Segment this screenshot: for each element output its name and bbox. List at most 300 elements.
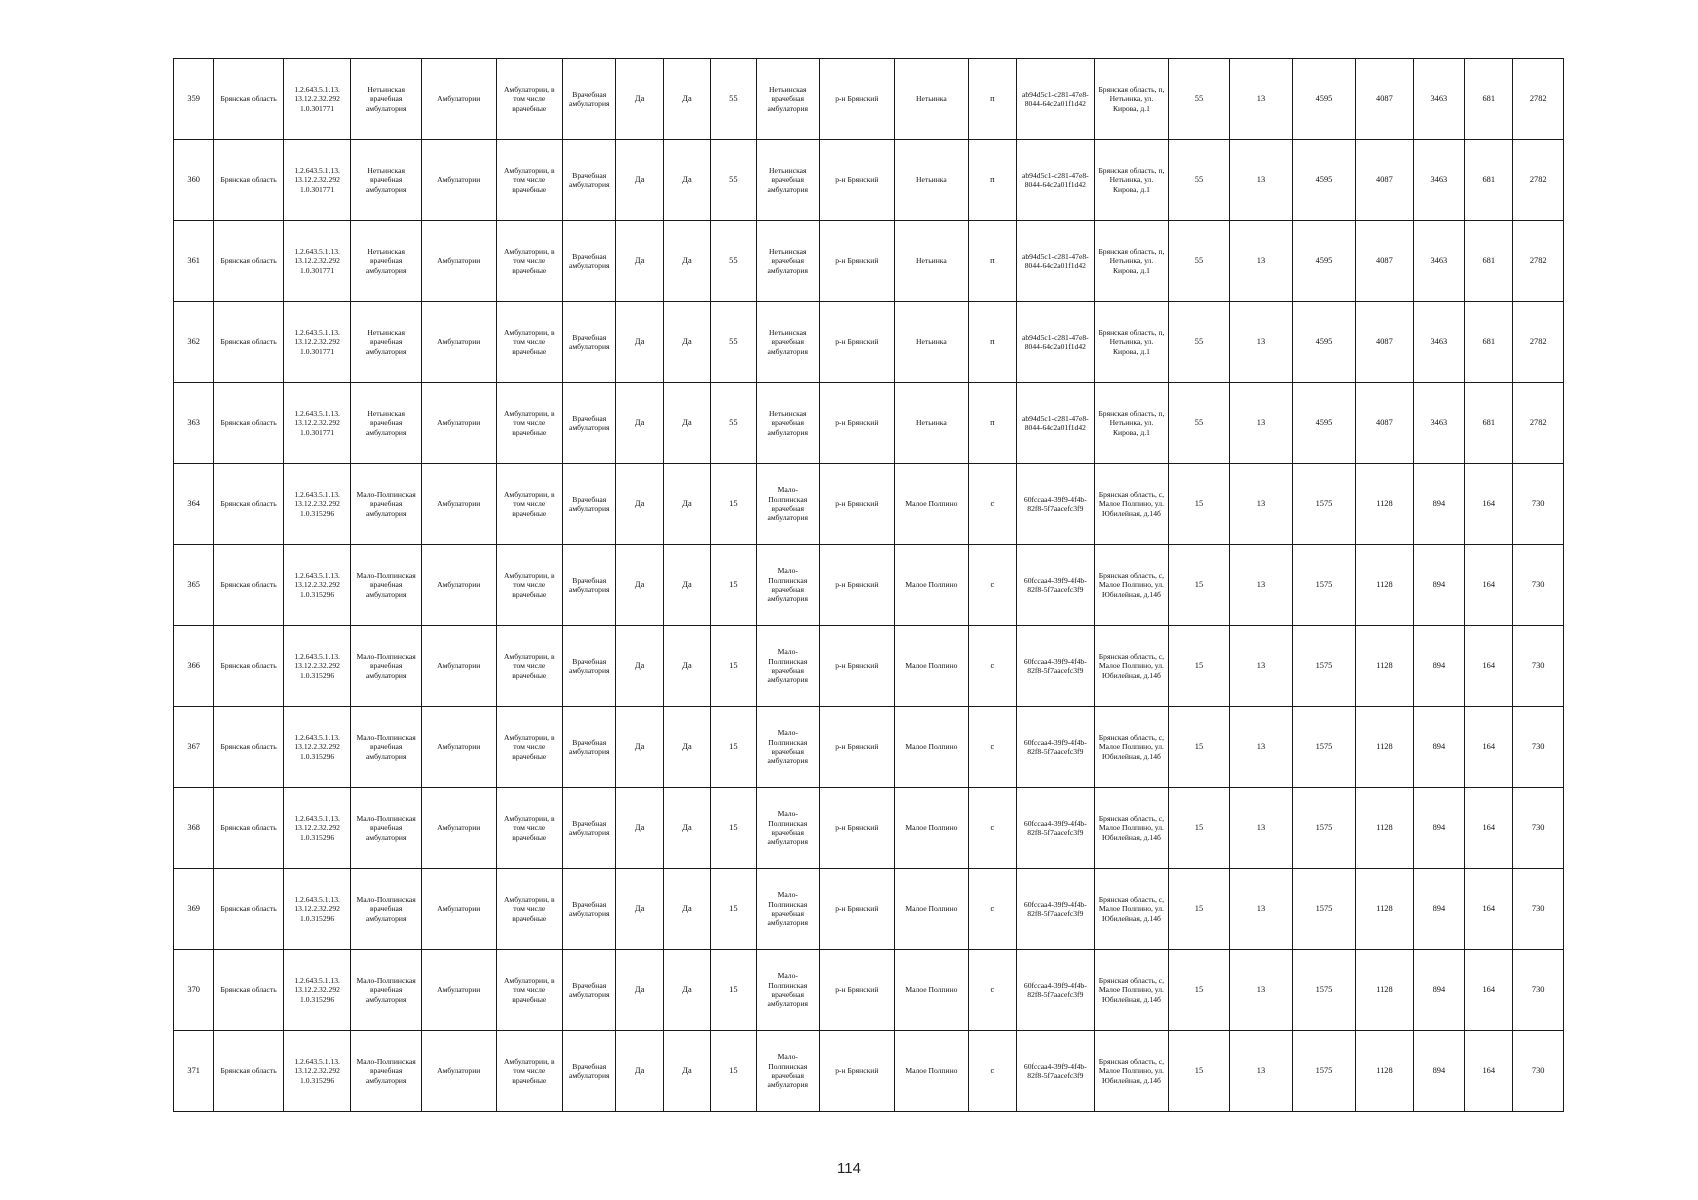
cell-n7: 681 <box>1465 59 1513 140</box>
cell-unit-type: Врачебная амбулатория <box>563 869 616 950</box>
cell-region: Брянская область <box>214 59 284 140</box>
cell-fias-guid: 60fccaa4-39f9-4f4b-82f8-5f7aacefc3f9 <box>1016 950 1095 1031</box>
cell-unit-type: Врачебная амбулатория <box>563 464 616 545</box>
cell-region: Брянская область <box>214 383 284 464</box>
cell-n8: 2782 <box>1513 383 1564 464</box>
cell-district: р-н Брянский <box>820 950 895 1031</box>
table-row <box>174 707 1564 788</box>
cell-district: р-н Брянский <box>820 221 895 302</box>
cell-locality: Малое Полпино <box>894 626 969 707</box>
cell-org-name: Мало-Полпинская врачебная амбулатория <box>351 869 422 950</box>
cell-unit-name: Мало-Полпинская врачебная амбулатория <box>756 788 820 869</box>
cell-n1: 55 <box>711 383 756 464</box>
cell-n7: 164 <box>1465 788 1513 869</box>
cell-n2: 15 <box>1168 707 1229 788</box>
cell-fias-guid: ab94d5c1-c281-47e8-8044-64c2a01f1d42 <box>1016 59 1095 140</box>
cell-oid: 1.2.643.5.1.13. 13.12.2.32.292 1.0.315296 <box>283 788 351 869</box>
cell-district: р-н Брянский <box>820 788 895 869</box>
cell-n2: 15 <box>1168 464 1229 545</box>
cell-n6: 894 <box>1413 707 1464 788</box>
cell-facility-type: Амбулатории <box>421 545 496 626</box>
cell-facility-subtype: Амбулатории, в том числе врачебные <box>496 59 563 140</box>
table-row <box>174 950 1564 1031</box>
cell-locality: Нетьинка <box>894 221 969 302</box>
cell-n7: 681 <box>1465 383 1513 464</box>
cell-facility-type: Амбулатории <box>421 950 496 1031</box>
cell-n2: 15 <box>1168 545 1229 626</box>
cell-address: Брянская область, п, Нетьинка, ул. Кирова, д.1 <box>1095 302 1169 383</box>
cell-n7: 164 <box>1465 869 1513 950</box>
cell-facility-type: Амбулатории <box>421 140 496 221</box>
cell-flag-1: Да <box>616 59 663 140</box>
cell-row-no: 370 <box>174 950 214 1031</box>
cell-n2: 55 <box>1168 59 1229 140</box>
cell-locality: Малое Полпино <box>894 788 969 869</box>
cell-district: р-н Брянский <box>820 626 895 707</box>
cell-fias-guid: 60fccaa4-39f9-4f4b-82f8-5f7aacefc3f9 <box>1016 707 1095 788</box>
cell-n4: 1575 <box>1292 788 1356 869</box>
cell-unit-type: Врачебная амбулатория <box>563 788 616 869</box>
cell-facility-type: Амбулатории <box>421 1031 496 1112</box>
cell-facility-type: Амбулатории <box>421 302 496 383</box>
cell-facility-type: Амбулатории <box>421 707 496 788</box>
cell-n5: 1128 <box>1356 707 1413 788</box>
cell-flag-1: Да <box>616 464 663 545</box>
cell-unit-type: Врачебная амбулатория <box>563 950 616 1031</box>
cell-locality: Нетьинка <box>894 59 969 140</box>
cell-region: Брянская область <box>214 140 284 221</box>
cell-n3: 13 <box>1230 221 1292 302</box>
cell-address: Брянская область, с, Малое Полпино, ул. Юбилейная, д.14б <box>1095 464 1169 545</box>
cell-org-name: Мало-Полпинская врачебная амбулатория <box>351 707 422 788</box>
cell-n7: 164 <box>1465 950 1513 1031</box>
cell-n5: 1128 <box>1356 788 1413 869</box>
cell-unit-type: Врачебная амбулатория <box>563 1031 616 1112</box>
cell-flag-2: Да <box>663 950 710 1031</box>
cell-region: Брянская область <box>214 302 284 383</box>
cell-fias-guid: 60fccaa4-39f9-4f4b-82f8-5f7aacefc3f9 <box>1016 1031 1095 1112</box>
cell-n3: 13 <box>1230 626 1292 707</box>
cell-n3: 13 <box>1230 464 1292 545</box>
cell-n4: 1575 <box>1292 950 1356 1031</box>
cell-flag-2: Да <box>663 221 710 302</box>
cell-facility-subtype: Амбулатории, в том числе врачебные <box>496 140 563 221</box>
cell-n3: 13 <box>1230 383 1292 464</box>
cell-locality-type: п <box>969 221 1016 302</box>
cell-locality-type: с <box>969 626 1016 707</box>
cell-n1: 15 <box>711 464 756 545</box>
cell-row-no: 367 <box>174 707 214 788</box>
cell-region: Брянская область <box>214 626 284 707</box>
cell-flag-2: Да <box>663 464 710 545</box>
cell-n2: 15 <box>1168 869 1229 950</box>
cell-district: р-н Брянский <box>820 383 895 464</box>
cell-fias-guid: 60fccaa4-39f9-4f4b-82f8-5f7aacefc3f9 <box>1016 788 1095 869</box>
cell-n6: 3463 <box>1413 221 1464 302</box>
cell-org-name: Нетьинская врачебная амбулатория <box>351 302 422 383</box>
table-row <box>174 59 1564 140</box>
cell-row-no: 371 <box>174 1031 214 1112</box>
cell-n4: 1575 <box>1292 707 1356 788</box>
cell-n1: 15 <box>711 869 756 950</box>
cell-n3: 13 <box>1230 950 1292 1031</box>
cell-flag-2: Да <box>663 302 710 383</box>
cell-n3: 13 <box>1230 869 1292 950</box>
cell-n1: 15 <box>711 788 756 869</box>
cell-n7: 164 <box>1465 626 1513 707</box>
cell-row-no: 361 <box>174 221 214 302</box>
cell-fias-guid: ab94d5c1-c281-47e8-8044-64c2a01f1d42 <box>1016 383 1095 464</box>
cell-facility-subtype: Амбулатории, в том числе врачебные <box>496 707 563 788</box>
cell-address: Брянская область, с, Малое Полпино, ул. Юбилейная, д.14б <box>1095 869 1169 950</box>
cell-district: р-н Брянский <box>820 59 895 140</box>
cell-district: р-н Брянский <box>820 1031 895 1112</box>
cell-unit-name: Мало-Полпинская врачебная амбулатория <box>756 1031 820 1112</box>
cell-address: Брянская область, с, Малое Полпино, ул. Юбилейная, д.14б <box>1095 626 1169 707</box>
cell-facility-type: Амбулатории <box>421 464 496 545</box>
cell-row-no: 362 <box>174 302 214 383</box>
cell-org-name: Нетьинская врачебная амбулатория <box>351 59 422 140</box>
cell-unit-name: Мало-Полпинская врачебная амбулатория <box>756 545 820 626</box>
cell-row-no: 364 <box>174 464 214 545</box>
cell-n4: 4595 <box>1292 59 1356 140</box>
cell-n8: 730 <box>1513 626 1564 707</box>
cell-flag-2: Да <box>663 1031 710 1112</box>
cell-locality-type: п <box>969 140 1016 221</box>
cell-flag-1: Да <box>616 383 663 464</box>
cell-row-no: 368 <box>174 788 214 869</box>
cell-n1: 15 <box>711 707 756 788</box>
cell-n8: 730 <box>1513 1031 1564 1112</box>
cell-org-name: Нетьинская врачебная амбулатория <box>351 221 422 302</box>
cell-oid: 1.2.643.5.1.13. 13.12.2.32.292 1.0.315296 <box>283 464 351 545</box>
cell-n6: 3463 <box>1413 140 1464 221</box>
cell-n7: 164 <box>1465 707 1513 788</box>
cell-fias-guid: ab94d5c1-c281-47e8-8044-64c2a01f1d42 <box>1016 221 1095 302</box>
cell-locality-type: п <box>969 59 1016 140</box>
cell-district: р-н Брянский <box>820 545 895 626</box>
cell-flag-2: Да <box>663 545 710 626</box>
cell-facility-type: Амбулатории <box>421 869 496 950</box>
cell-row-no: 359 <box>174 59 214 140</box>
cell-n1: 15 <box>711 626 756 707</box>
cell-unit-name: Мало-Полпинская врачебная амбулатория <box>756 950 820 1031</box>
cell-n8: 2782 <box>1513 302 1564 383</box>
cell-fias-guid: 60fccaa4-39f9-4f4b-82f8-5f7aacefc3f9 <box>1016 464 1095 545</box>
cell-locality: Малое Полпино <box>894 869 969 950</box>
cell-fias-guid: ab94d5c1-c281-47e8-8044-64c2a01f1d42 <box>1016 140 1095 221</box>
cell-unit-type: Врачебная амбулатория <box>563 221 616 302</box>
cell-flag-1: Да <box>616 626 663 707</box>
cell-n6: 894 <box>1413 869 1464 950</box>
cell-oid: 1.2.643.5.1.13. 13.12.2.32.292 1.0.301771 <box>283 383 351 464</box>
cell-n6: 894 <box>1413 464 1464 545</box>
cell-oid: 1.2.643.5.1.13. 13.12.2.32.292 1.0.315296 <box>283 950 351 1031</box>
cell-n5: 1128 <box>1356 869 1413 950</box>
cell-unit-name: Нетьинская врачебная амбулатория <box>756 59 820 140</box>
cell-unit-name: Мало-Полпинская врачебная амбулатория <box>756 707 820 788</box>
cell-n5: 4087 <box>1356 383 1413 464</box>
cell-n5: 4087 <box>1356 59 1413 140</box>
cell-row-no: 366 <box>174 626 214 707</box>
cell-region: Брянская область <box>214 545 284 626</box>
cell-row-no: 360 <box>174 140 214 221</box>
cell-unit-type: Врачебная амбулатория <box>563 545 616 626</box>
cell-n8: 730 <box>1513 464 1564 545</box>
cell-unit-name: Мало-Полпинская врачебная амбулатория <box>756 869 820 950</box>
cell-n4: 1575 <box>1292 545 1356 626</box>
cell-unit-type: Врачебная амбулатория <box>563 59 616 140</box>
cell-unit-type: Врачебная амбулатория <box>563 140 616 221</box>
cell-org-name: Мало-Полпинская врачебная амбулатория <box>351 1031 422 1112</box>
cell-n1: 15 <box>711 1031 756 1112</box>
cell-n1: 55 <box>711 59 756 140</box>
cell-locality: Малое Полпино <box>894 545 969 626</box>
cell-n4: 4595 <box>1292 383 1356 464</box>
cell-n5: 1128 <box>1356 545 1413 626</box>
cell-oid: 1.2.643.5.1.13. 13.12.2.32.292 1.0.301771 <box>283 221 351 302</box>
cell-n8: 730 <box>1513 869 1564 950</box>
table-row <box>174 221 1564 302</box>
cell-n4: 4595 <box>1292 221 1356 302</box>
cell-n5: 1128 <box>1356 626 1413 707</box>
cell-district: р-н Брянский <box>820 302 895 383</box>
cell-n3: 13 <box>1230 788 1292 869</box>
table-row <box>174 869 1564 950</box>
cell-unit-name: Нетьинская врачебная амбулатория <box>756 140 820 221</box>
cell-region: Брянская область <box>214 869 284 950</box>
cell-unit-name: Нетьинская врачебная амбулатория <box>756 383 820 464</box>
cell-org-name: Нетьинская врачебная амбулатория <box>351 140 422 221</box>
cell-n4: 1575 <box>1292 464 1356 545</box>
table-row <box>174 545 1564 626</box>
page-number: 114 <box>837 1160 861 1177</box>
cell-fias-guid: 60fccaa4-39f9-4f4b-82f8-5f7aacefc3f9 <box>1016 545 1095 626</box>
cell-flag-1: Да <box>616 302 663 383</box>
cell-n2: 55 <box>1168 140 1229 221</box>
cell-row-no: 363 <box>174 383 214 464</box>
cell-unit-type: Врачебная амбулатория <box>563 302 616 383</box>
cell-flag-2: Да <box>663 707 710 788</box>
table-row <box>174 383 1564 464</box>
cell-n7: 164 <box>1465 545 1513 626</box>
cell-n5: 4087 <box>1356 221 1413 302</box>
cell-flag-1: Да <box>616 707 663 788</box>
cell-unit-type: Врачебная амбулатория <box>563 383 616 464</box>
cell-facility-type: Амбулатории <box>421 626 496 707</box>
cell-n2: 15 <box>1168 950 1229 1031</box>
cell-flag-2: Да <box>663 869 710 950</box>
cell-oid: 1.2.643.5.1.13. 13.12.2.32.292 1.0.315296 <box>283 626 351 707</box>
cell-n6: 894 <box>1413 545 1464 626</box>
table-row <box>174 788 1564 869</box>
cell-locality-type: с <box>969 464 1016 545</box>
cell-org-name: Мало-Полпинская врачебная амбулатория <box>351 950 422 1031</box>
cell-district: р-н Брянский <box>820 707 895 788</box>
cell-n4: 4595 <box>1292 302 1356 383</box>
cell-unit-type: Врачебная амбулатория <box>563 626 616 707</box>
cell-district: р-н Брянский <box>820 140 895 221</box>
cell-n7: 164 <box>1465 464 1513 545</box>
cell-n6: 3463 <box>1413 302 1464 383</box>
cell-n4: 1575 <box>1292 626 1356 707</box>
cell-fias-guid: ab94d5c1-c281-47e8-8044-64c2a01f1d42 <box>1016 302 1095 383</box>
cell-n4: 4595 <box>1292 140 1356 221</box>
cell-locality: Малое Полпино <box>894 707 969 788</box>
cell-address: Брянская область, п, Нетьинка, ул. Кирова, д.1 <box>1095 140 1169 221</box>
cell-address: Брянская область, с, Малое Полпино, ул. Юбилейная, д.14б <box>1095 788 1169 869</box>
cell-n6: 894 <box>1413 1031 1464 1112</box>
cell-oid: 1.2.643.5.1.13. 13.12.2.32.292 1.0.315296 <box>283 707 351 788</box>
cell-locality-type: п <box>969 383 1016 464</box>
cell-facility-subtype: Амбулатории, в том числе врачебные <box>496 545 563 626</box>
cell-n3: 13 <box>1230 140 1292 221</box>
table-row <box>174 1031 1564 1112</box>
registry-table <box>173 58 1564 1112</box>
cell-flag-1: Да <box>616 788 663 869</box>
cell-facility-type: Амбулатории <box>421 383 496 464</box>
cell-flag-2: Да <box>663 140 710 221</box>
cell-n1: 55 <box>711 140 756 221</box>
cell-flag-1: Да <box>616 140 663 221</box>
cell-address: Брянская область, п, Нетьинка, ул. Кирова, д.1 <box>1095 59 1169 140</box>
cell-n3: 13 <box>1230 59 1292 140</box>
cell-address: Брянская область, с, Малое Полпино, ул. Юбилейная, д.14б <box>1095 950 1169 1031</box>
cell-row-no: 365 <box>174 545 214 626</box>
cell-n7: 681 <box>1465 302 1513 383</box>
cell-n2: 15 <box>1168 788 1229 869</box>
table-row <box>174 626 1564 707</box>
cell-facility-type: Амбулатории <box>421 59 496 140</box>
cell-n3: 13 <box>1230 302 1292 383</box>
cell-region: Брянская область <box>214 1031 284 1112</box>
cell-n7: 681 <box>1465 221 1513 302</box>
cell-facility-subtype: Амбулатории, в том числе врачебные <box>496 950 563 1031</box>
cell-district: р-н Брянский <box>820 869 895 950</box>
cell-facility-subtype: Амбулатории, в том числе врачебные <box>496 626 563 707</box>
cell-n7: 681 <box>1465 140 1513 221</box>
cell-n6: 3463 <box>1413 59 1464 140</box>
cell-n2: 15 <box>1168 1031 1229 1112</box>
cell-region: Брянская область <box>214 707 284 788</box>
cell-facility-type: Амбулатории <box>421 788 496 869</box>
table-row <box>174 464 1564 545</box>
table-row <box>174 140 1564 221</box>
cell-n5: 4087 <box>1356 140 1413 221</box>
cell-n6: 3463 <box>1413 383 1464 464</box>
cell-fias-guid: 60fccaa4-39f9-4f4b-82f8-5f7aacefc3f9 <box>1016 869 1095 950</box>
table-row <box>174 302 1564 383</box>
cell-n2: 15 <box>1168 626 1229 707</box>
cell-oid: 1.2.643.5.1.13. 13.12.2.32.292 1.0.315296 <box>283 1031 351 1112</box>
cell-n3: 13 <box>1230 545 1292 626</box>
cell-facility-subtype: Амбулатории, в том числе врачебные <box>496 788 563 869</box>
cell-region: Брянская область <box>214 221 284 302</box>
cell-row-no: 369 <box>174 869 214 950</box>
cell-flag-1: Да <box>616 221 663 302</box>
cell-n8: 2782 <box>1513 140 1564 221</box>
cell-address: Брянская область, с, Малое Полпино, ул. Юбилейная, д.14б <box>1095 707 1169 788</box>
cell-n1: 15 <box>711 950 756 1031</box>
cell-org-name: Нетьинская врачебная амбулатория <box>351 383 422 464</box>
cell-locality-type: п <box>969 302 1016 383</box>
cell-region: Брянская область <box>214 788 284 869</box>
cell-n1: 55 <box>711 302 756 383</box>
cell-n5: 1128 <box>1356 950 1413 1031</box>
cell-flag-1: Да <box>616 1031 663 1112</box>
cell-n3: 13 <box>1230 1031 1292 1112</box>
cell-n1: 55 <box>711 221 756 302</box>
cell-n2: 55 <box>1168 383 1229 464</box>
cell-org-name: Мало-Полпинская врачебная амбулатория <box>351 464 422 545</box>
cell-unit-type: Врачебная амбулатория <box>563 707 616 788</box>
cell-n4: 1575 <box>1292 869 1356 950</box>
cell-unit-name: Нетьинская врачебная амбулатория <box>756 221 820 302</box>
cell-oid: 1.2.643.5.1.13. 13.12.2.32.292 1.0.301771 <box>283 302 351 383</box>
cell-region: Брянская область <box>214 950 284 1031</box>
cell-n8: 730 <box>1513 707 1564 788</box>
cell-locality: Нетьинка <box>894 383 969 464</box>
cell-flag-2: Да <box>663 383 710 464</box>
cell-unit-name: Мало-Полпинская врачебная амбулатория <box>756 464 820 545</box>
cell-facility-subtype: Амбулатории, в том числе врачебные <box>496 302 563 383</box>
cell-flag-1: Да <box>616 950 663 1031</box>
cell-fias-guid: 60fccaa4-39f9-4f4b-82f8-5f7aacefc3f9 <box>1016 626 1095 707</box>
cell-n8: 730 <box>1513 545 1564 626</box>
cell-address: Брянская область, с, Малое Полпино, ул. Юбилейная, д.14б <box>1095 1031 1169 1112</box>
cell-unit-name: Мало-Полпинская врачебная амбулатория <box>756 626 820 707</box>
cell-n2: 55 <box>1168 302 1229 383</box>
cell-facility-subtype: Амбулатории, в том числе врачебные <box>496 221 563 302</box>
cell-locality-type: с <box>969 869 1016 950</box>
cell-address: Брянская область, с, Малое Полпино, ул. Юбилейная, д.14б <box>1095 545 1169 626</box>
cell-facility-subtype: Амбулатории, в том числе врачебные <box>496 869 563 950</box>
cell-locality-type: с <box>969 788 1016 869</box>
cell-n1: 15 <box>711 545 756 626</box>
cell-locality: Малое Полпино <box>894 464 969 545</box>
cell-n8: 2782 <box>1513 59 1564 140</box>
cell-n8: 2782 <box>1513 221 1564 302</box>
cell-locality-type: с <box>969 707 1016 788</box>
cell-locality-type: с <box>969 545 1016 626</box>
cell-address: Брянская область, п, Нетьинка, ул. Кирова, д.1 <box>1095 221 1169 302</box>
cell-flag-2: Да <box>663 626 710 707</box>
cell-locality: Нетьинка <box>894 302 969 383</box>
cell-facility-subtype: Амбулатории, в том числе врачебные <box>496 1031 563 1112</box>
registry-table-body <box>174 59 1564 1112</box>
cell-n3: 13 <box>1230 707 1292 788</box>
cell-oid: 1.2.643.5.1.13. 13.12.2.32.292 1.0.301771 <box>283 59 351 140</box>
cell-n8: 730 <box>1513 950 1564 1031</box>
cell-locality-type: с <box>969 1031 1016 1112</box>
cell-locality: Малое Полпино <box>894 1031 969 1112</box>
cell-n8: 730 <box>1513 788 1564 869</box>
cell-n6: 894 <box>1413 626 1464 707</box>
cell-district: р-н Брянский <box>820 464 895 545</box>
cell-locality: Нетьинка <box>894 140 969 221</box>
cell-n6: 894 <box>1413 788 1464 869</box>
cell-facility-subtype: Амбулатории, в том числе врачебные <box>496 464 563 545</box>
cell-flag-2: Да <box>663 788 710 869</box>
cell-n6: 894 <box>1413 950 1464 1031</box>
cell-org-name: Мало-Полпинская врачебная амбулатория <box>351 788 422 869</box>
cell-oid: 1.2.643.5.1.13. 13.12.2.32.292 1.0.315296 <box>283 545 351 626</box>
cell-n5: 4087 <box>1356 302 1413 383</box>
cell-flag-1: Да <box>616 869 663 950</box>
cell-n7: 164 <box>1465 1031 1513 1112</box>
cell-unit-name: Нетьинская врачебная амбулатория <box>756 302 820 383</box>
cell-locality: Малое Полпино <box>894 950 969 1031</box>
